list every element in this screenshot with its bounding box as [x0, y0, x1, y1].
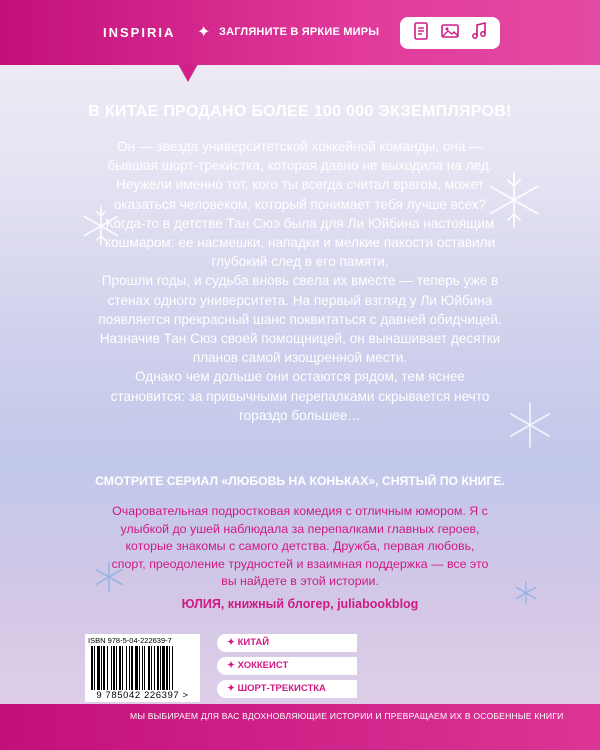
isbn-label: ISBN 978-5-04-222639-7: [88, 636, 172, 645]
publisher-logo: INSPIRIA: [103, 25, 176, 40]
sales-headline: В КИТАЕ ПРОДАНО БОЛЕЕ 100 000 ЭКЗЕМПЛЯРОВ!: [88, 103, 512, 120]
publisher-motto: МЫ ВЫБИРАЕМ ДЛЯ ВАС ВДОХНОВЛЯЮЩИЕ ИСТОРИИ И ПРЕВРАЩАЕМ ИХ В ОСОБЕННЫЕ КНИГИ: [130, 711, 564, 721]
genre-tag: ✦ КИТАЙ: [217, 634, 357, 652]
barcode-bars: [91, 646, 194, 690]
header-notch: [178, 64, 198, 82]
image-icon: [440, 21, 460, 46]
description-paragraph: Он — звезда университетской хоккейной команды, она — бывшая шорт-трекистка, которая давно не выходила на лед.: [107, 139, 493, 174]
genre-tag: ✦ ШОРТ-ТРЕКИСТКА: [217, 680, 357, 698]
description-paragraph: Когда-то в детстве Тан Сюэ была для Ли Юйбина настоящим кошмаром: ее насмешки, нападки и мелкие пакости оставили глубокий след в его памяти.: [104, 215, 496, 270]
barcode-number: 9 785042 226397 >: [96, 690, 189, 701]
description-paragraph: Неужели именно тот, кого ты всегда считал врагом, может оказаться человеком, который понимает тебя лучше всех?: [113, 177, 487, 212]
snowflake-icon: [505, 400, 555, 450]
review-quote: Очаровательная подростковая комедия с отличным юмором. Я с улыбкой до ушей наблюдала за перепалками главных героев, которые знакомы с самого детства. Дружба, первая любовь, спорт, преодоление трудностей и взаимная поддержка — все это вы найдете в этой истории.: [111, 504, 489, 589]
genre-tags: [217, 634, 357, 703]
book-icon: [411, 21, 431, 46]
description-paragraph: Прошли годы, и судьба вновь свела их вместе — теперь уже в стенах одного университета. На первый взгляд у Ли Юйбина появляется прекрасный шанс поквитаться с давней обидчицей.: [98, 273, 502, 327]
review-author: ЮЛИЯ, книжный блогер, juliabookblog: [181, 597, 419, 611]
barcode: [85, 634, 200, 702]
book-description: [96, 137, 504, 425]
series-callout: СМОТРИТЕ СЕРИАЛ «ЛЮБОВЬ НА КОНЬКАХ», СНЯТЫЙ ПО КНИГЕ.: [95, 474, 505, 488]
header-tagline: ЗАГЛЯНИТЕ В ЯРКИЕ МИРЫ: [219, 26, 380, 38]
star-icon: ✦: [197, 24, 211, 41]
format-icons: [400, 17, 500, 49]
music-icon: [469, 21, 489, 46]
description-paragraph: Назначив Тан Сюэ своей помощницей, он вынашивает десятки планов самой изощренной мести.: [99, 331, 501, 366]
description-paragraph: Однако чем дольше они остаются рядом, тем яснее становится: за привычными перепалками скрывается нечто гораздо большее…: [110, 369, 490, 423]
genre-tag: ✦ ХОККЕИСТ: [217, 657, 357, 675]
